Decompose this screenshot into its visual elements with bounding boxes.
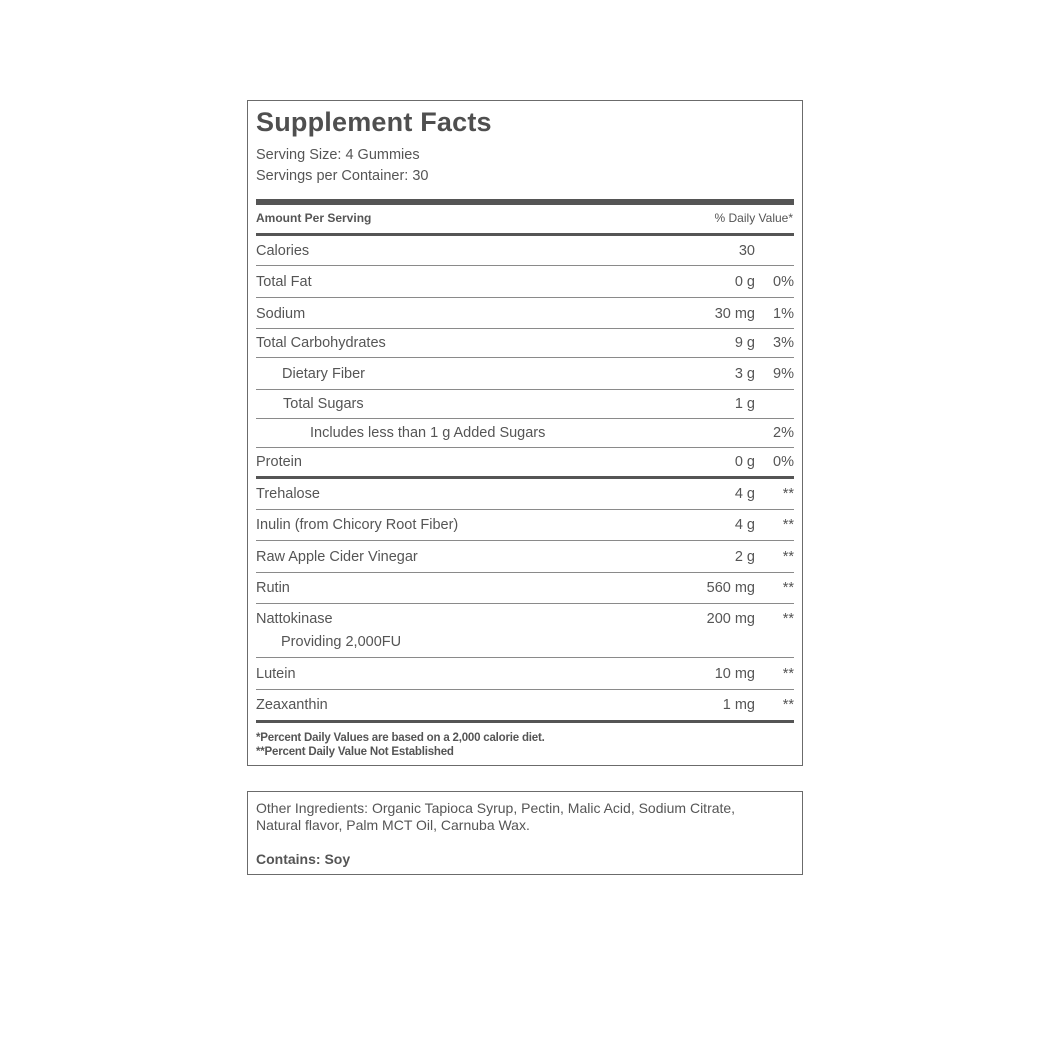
nutrient-name: Sodium [256,306,306,322]
nutrient-dv: 9% [773,366,794,382]
nutrient-amount: 560 mg [706,580,755,596]
nutrient-amount: 30 mg [714,306,755,322]
other-ingredients-text: Other Ingredients: Organic Tapioca Syrup, Pectin, Malic Acid, Sodium Citrate, Natural flavor, Palm MCT Oil, Carnuba Wax. [256,800,736,833]
servings-per-container: Servings per Container: 30 [256,168,429,184]
serving-size: Serving Size: 4 Gummies [256,147,420,163]
nutrient-dv: ** [782,611,794,627]
nutrient-name: Zeaxanthin [256,697,328,713]
section-divider [256,476,794,479]
nutrient-amount: 4 g [734,486,755,502]
nutrient-amount: 10 mg [714,666,755,682]
nutrient-dv: ** [782,549,794,565]
nutrient-name: Total Fat [256,274,312,290]
nutrient-name: Nattokinase [256,611,333,627]
nutrient-amount: 3 g [734,366,755,382]
nutrient-amount: 1 g [734,396,755,412]
footnote-daily-values: *Percent Daily Values are based on a 2,000 calorie diet. [256,732,545,744]
row-divider [256,540,794,541]
row-divider [256,509,794,510]
row-divider [256,418,794,419]
nutrient-name: Rutin [256,580,290,596]
nutrient-amount: 0 g [734,454,755,470]
amount-per-serving-header: Amount Per Serving [256,211,372,225]
row-divider [256,357,794,358]
header-divider [256,233,794,236]
nutrient-sub-label: Providing 2,000FU [281,634,402,650]
nutrient-name: Includes less than 1 g Added Sugars [310,425,546,441]
nutrient-name: Raw Apple Cider Vinegar [256,549,418,565]
nutrient-dv: ** [782,517,794,533]
nutrient-amount: 9 g [734,335,755,351]
nutrient-name: Dietary Fiber [282,366,365,382]
nutrient-amount: 0 g [734,274,755,290]
row-divider [256,603,794,604]
row-divider [256,447,794,448]
nutrient-name: Inulin (from Chicory Root Fiber) [256,517,459,533]
row-divider [256,657,794,658]
nutrient-name: Lutein [256,666,296,682]
nutrient-amount: 30 [738,243,755,259]
daily-value-header: % Daily Value* [714,211,793,225]
nutrient-name: Calories [256,243,310,259]
nutrient-name: Protein [256,454,302,470]
row-divider [256,328,794,329]
other-ingredients-panel [247,791,803,875]
footnote-not-established: **Percent Daily Value Not Established [256,746,454,758]
row-divider [256,572,794,573]
nutrient-dv: ** [782,697,794,713]
nutrient-amount: 4 g [734,517,755,533]
row-divider [256,389,794,390]
thick-divider [256,199,794,205]
nutrient-name: Trehalose [256,486,320,502]
row-divider [256,265,794,266]
row-divider [256,297,794,298]
nutrient-name: Total Sugars [283,396,364,412]
page-title: Supplement Facts [256,107,492,137]
nutrient-amount: 1 mg [722,697,755,713]
nutrient-dv: ** [782,666,794,682]
nutrient-amount: 200 mg [706,611,755,627]
nutrient-dv: 2% [773,425,794,441]
nutrient-dv: 0% [773,454,794,470]
bottom-divider [256,720,794,723]
nutrient-amount: 2 g [734,549,755,565]
nutrient-dv: 3% [773,335,794,351]
row-divider [256,689,794,690]
supplement-facts-panel [247,100,803,766]
nutrient-dv: 0% [773,274,794,290]
nutrient-dv: 1% [773,306,794,322]
nutrient-name: Total Carbohydrates [256,335,386,351]
nutrient-dv: ** [782,580,794,596]
allergen-statement: Contains: Soy [256,851,351,867]
nutrient-dv: ** [782,486,794,502]
